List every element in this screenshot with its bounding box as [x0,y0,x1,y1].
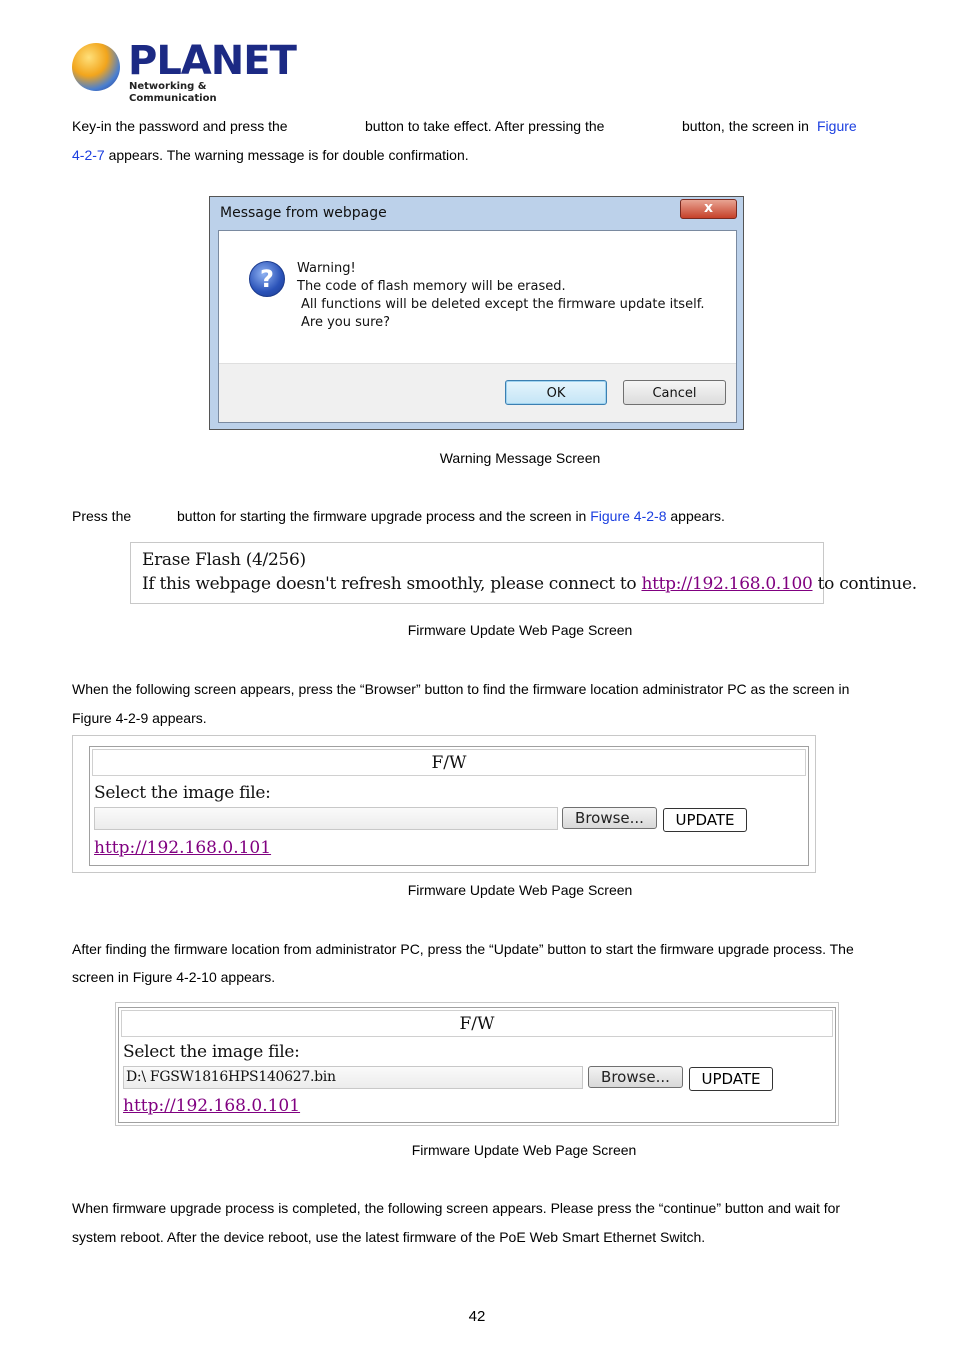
completion-line-1: When firmware upgrade process is completed, the following screen appears. Please press the “continue” button and wait for [72,1200,841,1216]
intro-line-2-text: appears. The warning message is for double confirmation. [104,147,469,163]
dialog-title: Message from webpage [220,205,387,221]
update-button[interactable]: UPDATE [663,808,747,832]
logo-brand: PLANET [128,38,296,84]
intro-line-2 [72,145,469,165]
browse-button[interactable]: Browse... [562,807,657,829]
select-file-label: Select the image file: [94,783,271,803]
globe-icon [72,43,120,91]
fw-update-panel-empty [72,735,816,873]
dialog-message-erase: The code of flash memory will be erased. [297,279,566,294]
erase-note-end: to continue. [812,574,917,594]
browse-button[interactable]: Browse... [588,1066,683,1088]
device-ip-link[interactable]: http://192.168.0.101 [94,838,272,858]
file-path-input[interactable] [94,807,558,830]
fw-header: F/W [92,749,806,776]
reconnect-link[interactable]: http://192.168.0.100 [641,574,813,594]
dialog-message-confirm: Are you sure? [301,315,391,330]
erase-flash-status: Erase Flash (4/256) [142,550,306,570]
figure-link-number[interactable]: 4-2-7 [72,147,105,163]
ok-button[interactable]: OK [505,380,607,405]
figure-4-2-8-link[interactable]: Figure 4-2-8 [590,508,667,524]
caption-fw-2: Firmware Update Web Page Screen [407,882,633,898]
update-instruction-line-2: screen in Figure 4-2-10 appears. [72,969,276,985]
fw-form [118,1007,836,1123]
press-line-part-a: Press the [72,508,132,524]
erase-note-text: If this webpage doesn't refresh smoothly, please connect to [142,574,642,594]
intro-line-1-part-c: button, the screen in [682,118,809,134]
press-line-end: appears. [666,508,725,524]
intro-line-1-part-b: button to take effect. After pressing the [365,118,605,134]
caption-warning: Warning Message Screen [439,450,601,466]
fw-header: F/W [121,1010,833,1037]
device-ip-link[interactable]: http://192.168.0.101 [123,1096,301,1116]
press-line-part-b [177,506,725,526]
planet-logo [72,38,296,104]
caption-fw-3: Firmware Update Web Page Screen [411,1142,637,1158]
caption-fw-1: Firmware Update Web Page Screen [407,622,633,638]
intro-line-1-part-a: Key-in the password and press the [72,118,288,134]
page-number: 42 [468,1308,486,1325]
dialog-footer [219,363,736,422]
erase-flash-note [142,574,917,594]
cancel-button[interactable]: Cancel [623,380,726,405]
press-line-text: button for starting the firmware upgrade process and the screen in [177,508,591,524]
dialog-message-delete: All functions will be deleted except the firmware update itself. [301,297,705,312]
fw-form [89,746,809,866]
logo-tagline: Networking & Communication [129,81,217,104]
question-icon: ? [249,261,285,297]
update-button[interactable]: UPDATE [689,1067,773,1091]
fw-update-panel-selected [115,1002,839,1126]
close-button[interactable]: x [680,199,737,219]
dialog-message-warning: Warning! [297,261,356,276]
update-instruction-line-1: After finding the firmware location from administrator PC, press the “Update” button to start the firmware upgrade process. The [72,941,854,957]
message-dialog [209,196,744,430]
browser-instruction-line-2: Figure 4-2-9 appears. [72,710,207,726]
erase-flash-panel [130,542,917,604]
figure-link[interactable]: Figure [817,118,857,134]
select-file-label: Select the image file: [123,1042,300,1062]
completion-line-2: system reboot. After the device reboot, use the latest firmware of the PoE Web Smart Ethernet Switch. [72,1229,706,1245]
browser-instruction-line-1: When the following screen appears, press the “Browser” button to find the firmware location administrator PC as the screen in [72,681,850,697]
file-path-input[interactable]: D:\ FGSW1816HPS140627.bin [123,1066,583,1089]
dialog-body [218,230,737,423]
